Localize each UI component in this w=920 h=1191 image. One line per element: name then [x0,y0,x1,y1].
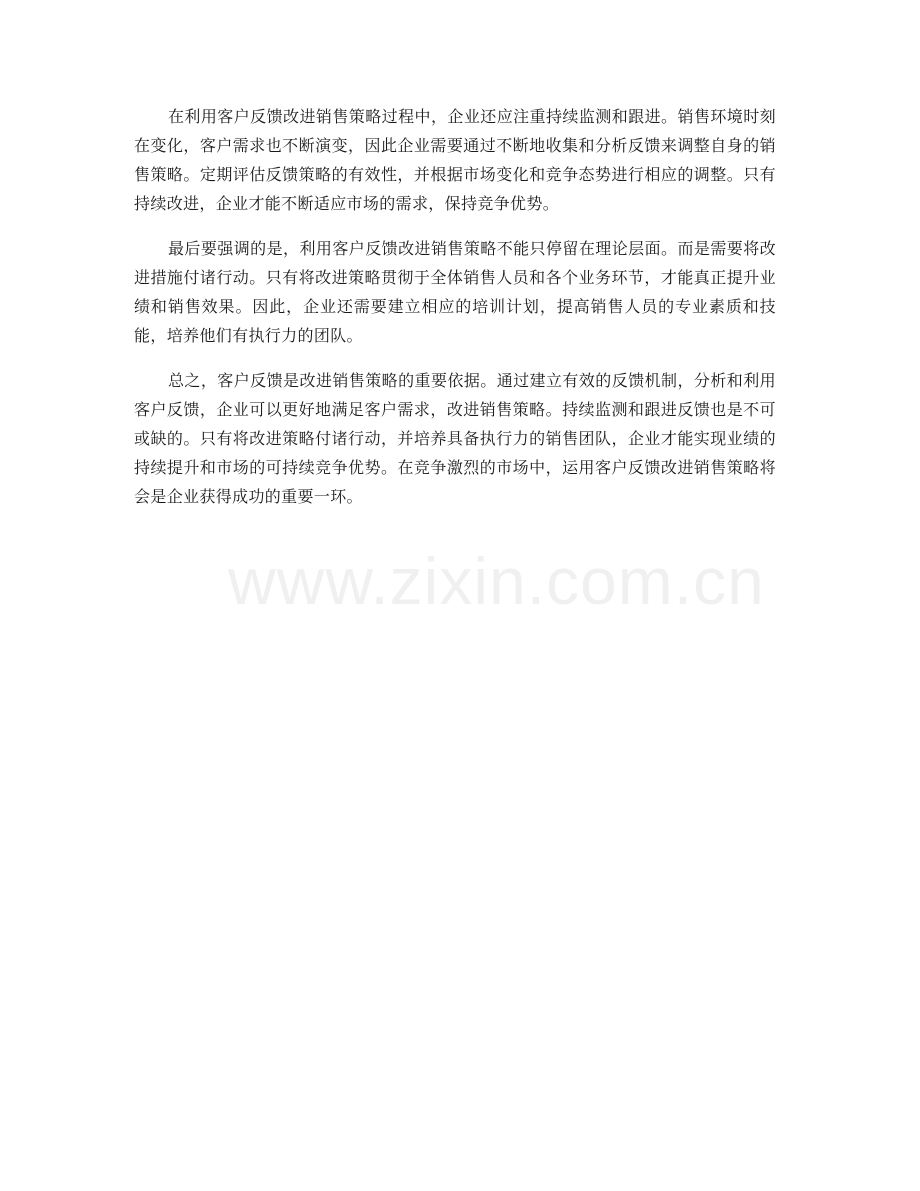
paragraph-2: 最后要强调的是，利用客户反馈改进销售策略不能只停留在理论层面。而是需要将改进措施付诸行动。只有将改进策略贯彻于全体销售人员和各个业务环节，才能真正提升业绩和销售效果。因此，企业还需要建立相应的培训计划，提高销售人员的专业素质和技能，培养他们有执行力的团队。 [134,239,776,345]
paragraph-3: 总之，客户反馈是改进销售策略的重要依据。通过建立有效的反馈机制，分析和利用客户反馈，企业可以更好地满足客户需求，改进销售策略。持续监测和跟进反馈也是不可或缺的。只有将改进策略付诸行动，并培养具备执行力的销售团队，企业才能实现业绩的持续提升和市场的可持续竞争优势。在竞争激烈的市场中，运用客户反馈改进销售策略将会是企业获得成功的重要一环。 [134,371,776,506]
watermark: www.zixin.com.cn [228,544,765,618]
document-body [134,102,776,527]
paragraph-1: 在利用客户反馈改进销售策略过程中，企业还应注重持续监测和跟进。销售环境时刻在变化，客户需求也不断演变，因此企业需要通过不断地收集和分析反馈来调整自身的销售策略。定期评估反馈策略的有效性，并根据市场变化和竞争态势进行相应的调整。只有持续改进，企业才能不断适应市场的需求，保持竞争优势。 [134,107,776,213]
